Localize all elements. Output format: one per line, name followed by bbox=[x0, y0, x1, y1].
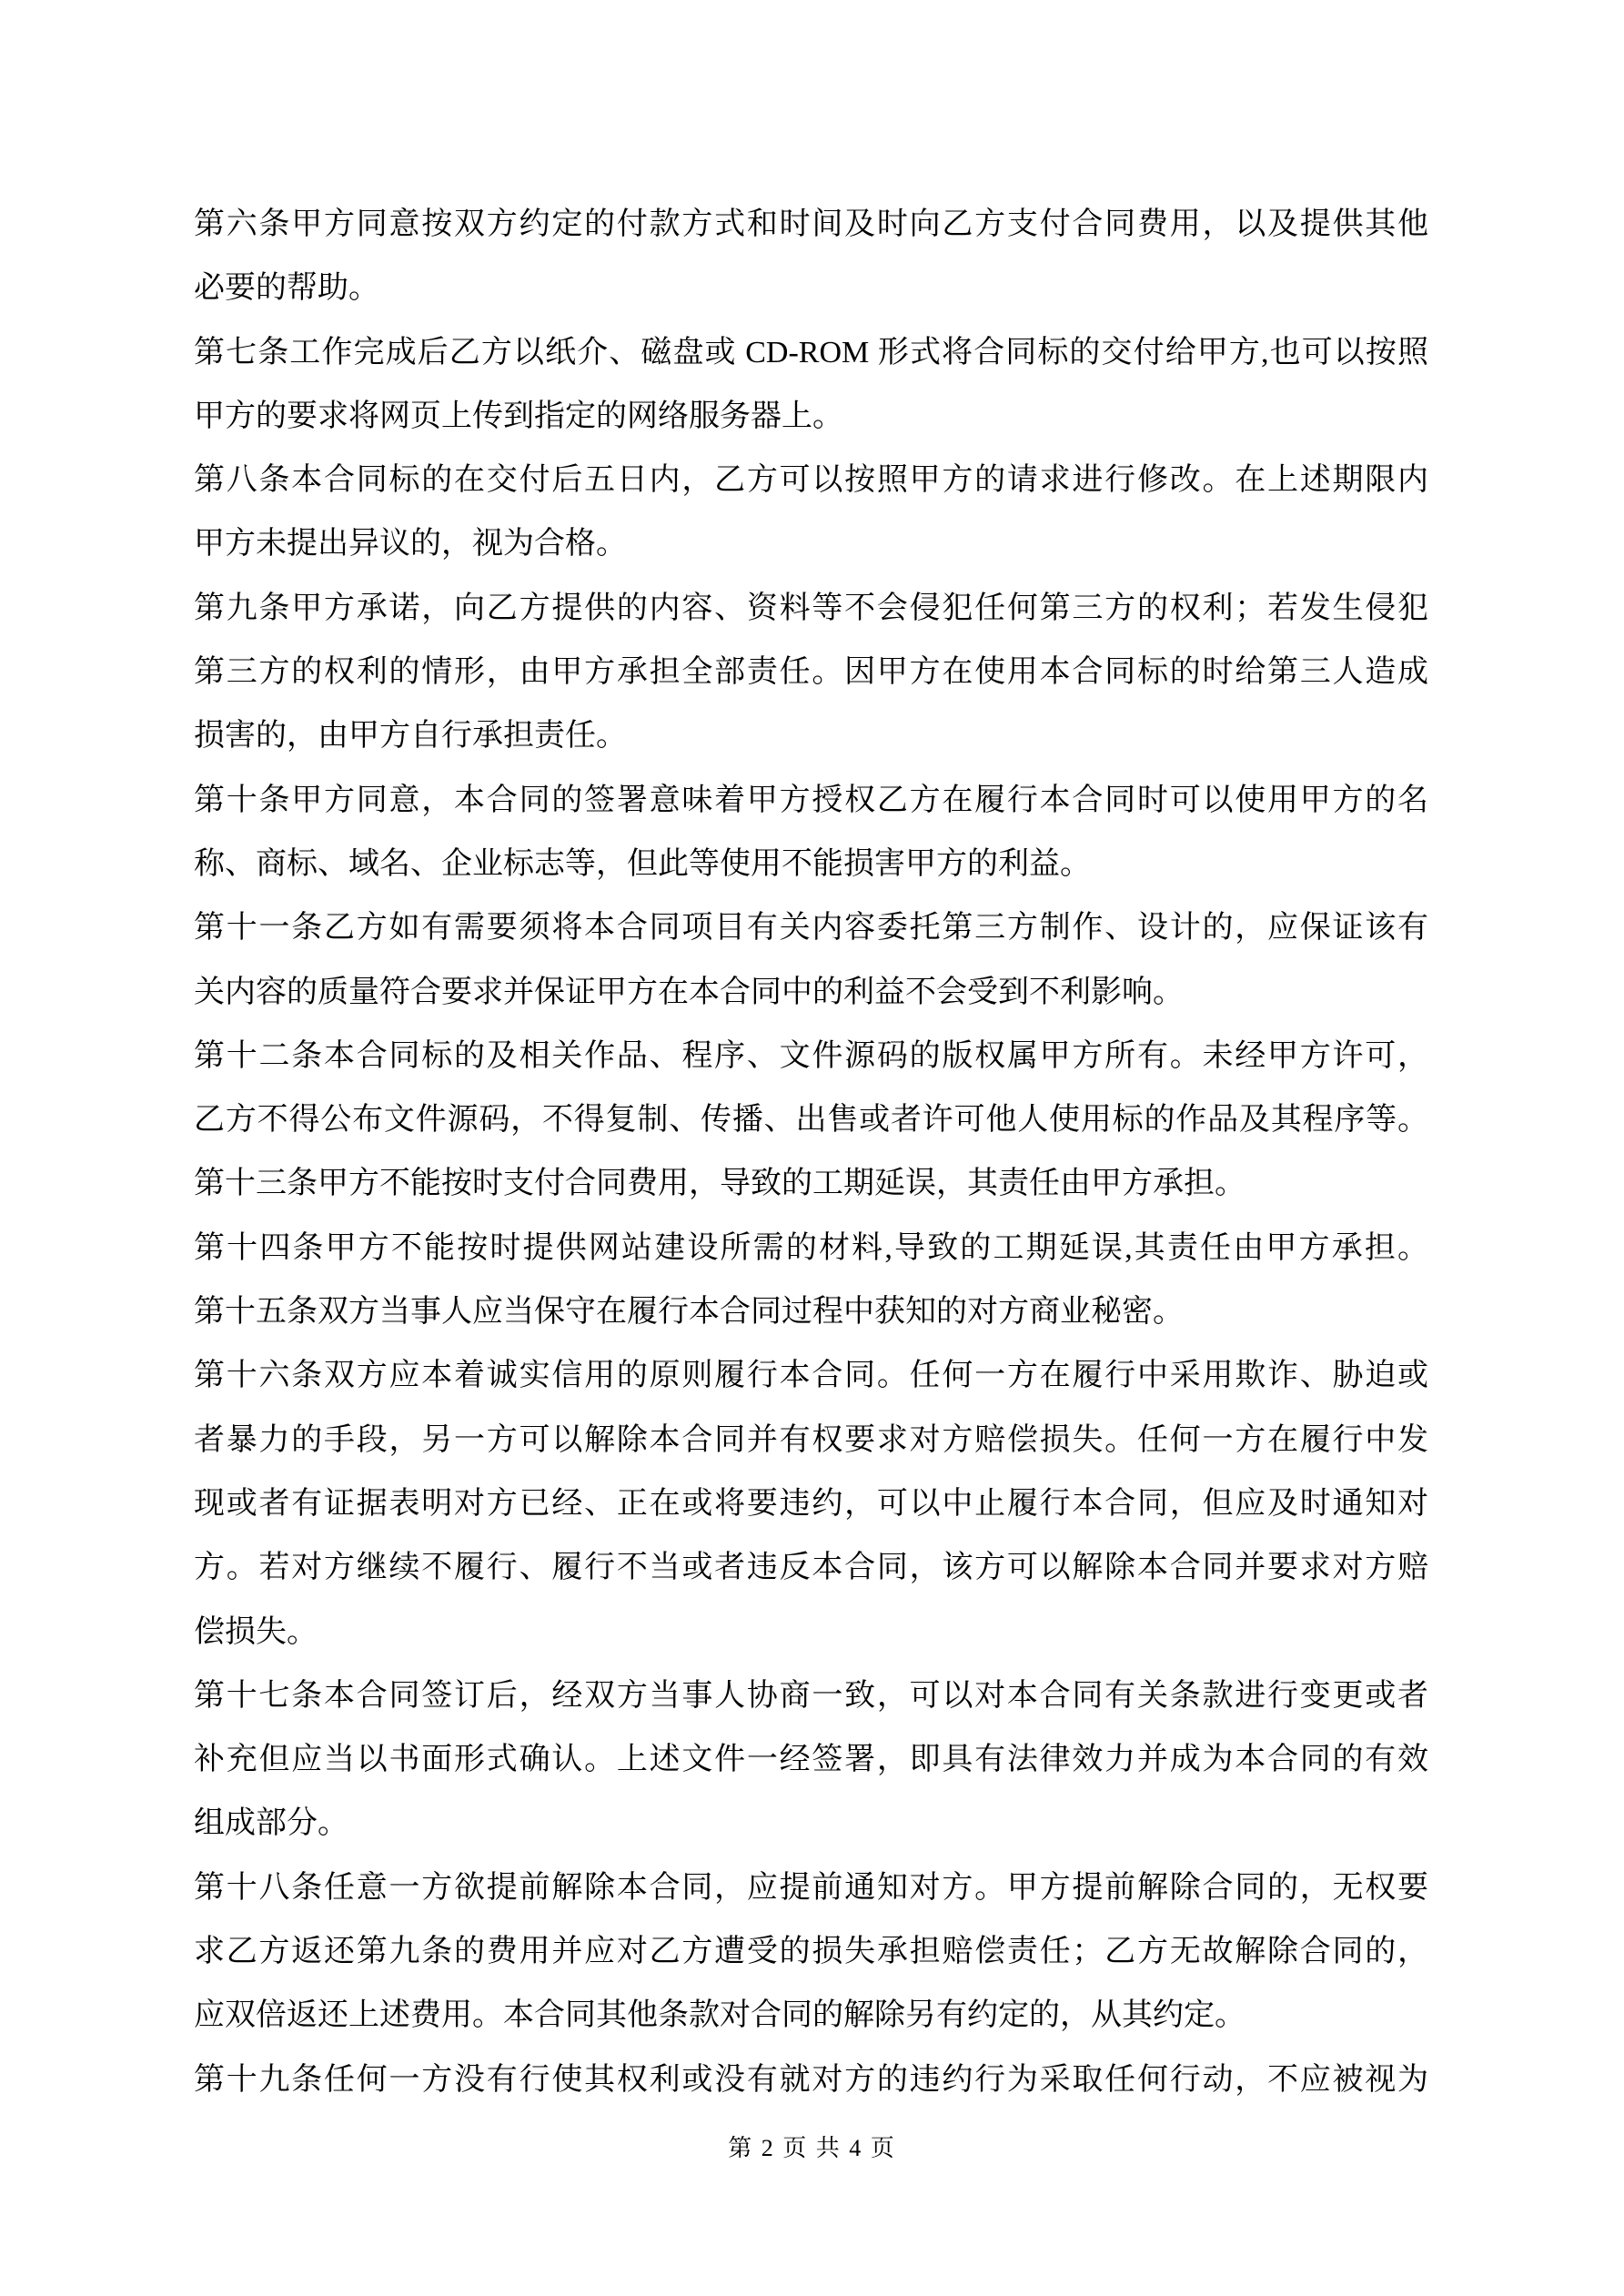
text-line: 第十九条任何一方没有行使其权利或没有就对方的违约行为采取任何行动，不应被视为 bbox=[194, 2062, 1428, 2097]
text-line: 第七条工作完成后乙方以纸介、磁盘或 CD-ROM 形式将合同标的交付给甲方,也可以按照 bbox=[194, 335, 1428, 369]
text-line: 者暴力的手段，另一方可以解除本合同并有权要求对方赔偿损失。任何一方在履行中发 bbox=[194, 1422, 1428, 1457]
text-line: 第十三条甲方不能按时支付合同费用，导致的工期延误，其责任由甲方承担。 bbox=[194, 1167, 1246, 1201]
text-line: 现或者有证据表明对方已经、正在或将要违约，可以中止履行本合同，但应及时通知对 bbox=[194, 1486, 1428, 1521]
text-line: 第十五条双方当事人应当保守在履行本合同过程中获知的对方商业秘密。 bbox=[194, 1295, 1184, 1330]
text-line: 第十七条本合同签订后，经双方当事人协商一致，可以对本合同有关条款进行变更或者 bbox=[194, 1678, 1428, 1713]
text-line: 组成部分。 bbox=[194, 1806, 348, 1841]
text-line: 称、商标、域名、企业标志等，但此等使用不能损害甲方的利益。 bbox=[194, 846, 1091, 881]
text-line: 第三方的权利的情形，由甲方承担全部责任。因甲方在使用本合同标的时给第三人造成 bbox=[194, 655, 1428, 690]
text-line: 关内容的质量符合要求并保证甲方在本合同中的利益不会受到不利影响。 bbox=[194, 975, 1184, 1009]
text-line: 必要的帮助。 bbox=[194, 271, 379, 306]
text-line: 乙方不得公布文件源码，不得复制、传播、出售或者许可他人使用标的作品及其程序等。 bbox=[194, 1103, 1428, 1138]
text-line: 甲方未提出异议的，视为合格。 bbox=[194, 527, 627, 561]
text-line: 第十四条甲方不能按时提供网站建设所需的材料,导致的工期延误,其责任由甲方承担。 bbox=[194, 1230, 1428, 1265]
text-line: 求乙方返还第九条的费用并应对乙方遭受的损失承担赔偿责任；乙方无故解除合同的， bbox=[194, 1935, 1428, 1969]
text-line: 第六条甲方同意按双方约定的付款方式和时间及时向乙方支付合同费用，以及提供其他 bbox=[194, 207, 1428, 241]
text-line: 第十条甲方同意，本合同的签署意味着甲方授权乙方在履行本合同时可以使用甲方的名 bbox=[194, 783, 1428, 817]
text-line: 损害的，由甲方自行承担责任。 bbox=[194, 719, 627, 754]
text-line: 第十八条任意一方欲提前解除本合同，应提前通知对方。甲方提前解除合同的，无权要 bbox=[194, 1870, 1428, 1905]
text-line: 第十六条双方应本着诚实信用的原则履行本合同。任何一方在履行中采用欺诈、胁迫或 bbox=[194, 1359, 1428, 1393]
text-line: 第十二条本合同标的及相关作品、程序、文件源码的版权属甲方所有。未经甲方许可， bbox=[194, 1038, 1428, 1073]
text-line: 偿损失。 bbox=[194, 1614, 318, 1649]
contract-body bbox=[194, 193, 1428, 2112]
page-footer bbox=[0, 2129, 1624, 2163]
text-line: 方。若对方继续不履行、履行不当或者违反本合同，该方可以解除本合同并要求对方赔 bbox=[194, 1551, 1428, 1585]
text-line: 补充但应当以书面形式确认。上述文件一经签署，即具有法律效力并成为本合同的有效 bbox=[194, 1743, 1428, 1777]
text-line: 第十一条乙方如有需要须将本合同项目有关内容委托第三方制作、设计的，应保证该有 bbox=[194, 911, 1428, 946]
text-line: 应双倍返还上述费用。本合同其他条款对合同的解除另有约定的，从其约定。 bbox=[194, 1998, 1246, 2033]
text-line: 第九条甲方承诺，向乙方提供的内容、资料等不会侵犯任何第三方的权利；若发生侵犯 bbox=[194, 591, 1428, 625]
text-line: 第八条本合同标的在交付后五日内，乙方可以按照甲方的请求进行修改。在上述期限内 bbox=[194, 463, 1428, 498]
page-number-label: 第 2 页 共 4 页 bbox=[728, 2135, 896, 2161]
text-line: 甲方的要求将网页上传到指定的网络服务器上。 bbox=[194, 399, 843, 433]
